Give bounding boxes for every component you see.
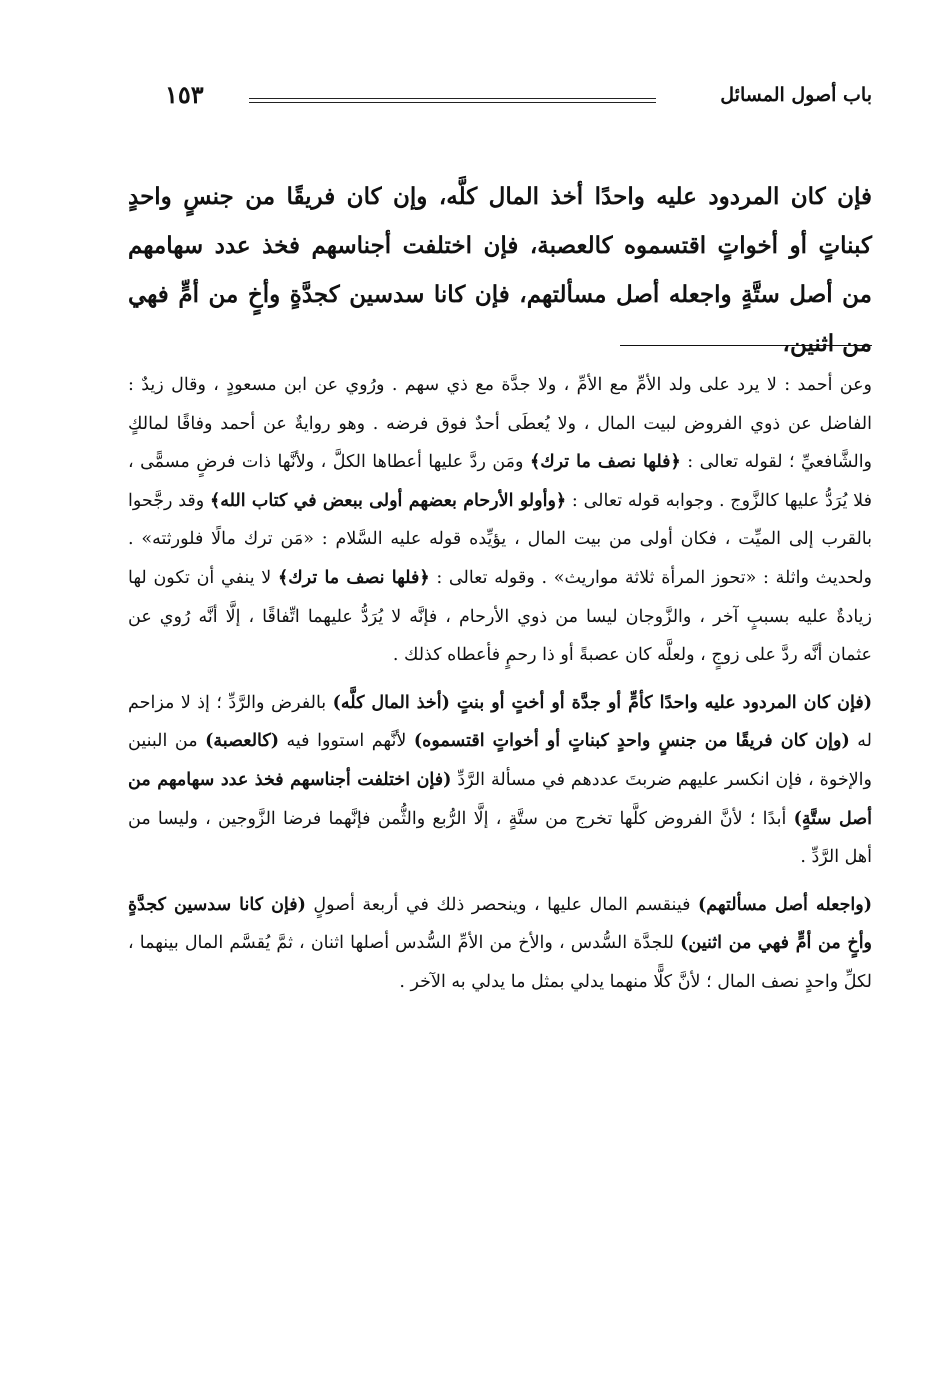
matn-text: فإن كان المردود عليه واحدًا أخذ المال كلَّه، وإن كان فريقًا من جنسٍ واحدٍ كبناتٍ أو أخواتٍ اقتسموه كالعصبة، فإن اختلفت أجناسهم فخذ عدد سهامهم من أصل ستَّةٍ واجعله أصل مسألتهم، فإن كانا سدسين كجدَّةٍ وأخٍ من أمٍّ فهي من اثنين، [128, 183, 872, 357]
matn-quote: (وإن كان فريقًا من جنسٍ واحدٍ كبناتٍ أو أخواتٍ اقتسموه) [413, 731, 850, 752]
commentary [128, 366, 872, 1011]
quran-quote: ﴿فلها نصف ما ترك﴾ [278, 567, 430, 588]
commentary-text: من البنين والإخوة ، فإن انكسر عليهم ضربتَ عددهم في مسألة الرَّدِّ [128, 731, 872, 790]
matn-quote: (فإن اختلفت أجناسهم فخذ عدد سهامهم من أصل ستَّةٍ) [128, 769, 872, 829]
commentary-text: لأنَّهم استووا فيه [278, 731, 414, 752]
header-rule [249, 98, 656, 103]
matn-separator-rule [620, 345, 872, 346]
commentary-paragraph-3 [128, 886, 872, 1002]
commentary-text: لا ينفي أن تكون لها زيادةٌ عليه بسببٍ آخر ، والزَّوجان ليسا من ذوي الأرحام ، فإنَّه لا يُرَدُّ عليهما اتِّفاقًا ، إلَّا أنَّه رُوي عن عثمان أنَّه ردَّ على زوجٍ ، ولعلَّه كان عصبةً أو ذا رحمٍ فأعطاه كذلك . [128, 567, 872, 666]
matn-quote: (فإن كانا سدسين كجدَّةٍ وأخٍ من أمٍّ فهي من اثنين) [128, 894, 873, 954]
running-header [165, 80, 872, 116]
matn-quote: (فإن كان المردود عليه واحدًا كأمٍّ أو جدَّة أو أختٍ أو بنتٍ (أخذ المال كلَّه) [332, 692, 872, 713]
matn-quote: (كالعصبة) [205, 731, 279, 752]
commentary-text: وعن أحمد : لا يرد على ولد الأمِّ مع الأمِّ ، ولا جدَّة مع ذي سهم . ورُوي عن ابن مسعودٍ ، وقال زيدٌ : الفاضل عن ذوي الفروض لبيت المال ، ولا يُعطَى أحدٌ فوق فرضه . وهو روايةٌ عن أحمد وفاقًا لمالكٍ والشَّافعيِّ ؛ لقوله تعالى : [128, 375, 873, 473]
commentary-text: بالفرض والرَّدِّ ؛ إذ لا مزاحم له [128, 692, 873, 752]
quran-quote: ﴿فلها نصف ما ترك﴾ [529, 452, 681, 473]
quran-quote: ﴿وأولو الأرحام بعضهم أولى ببعض في كتاب الله﴾ [210, 490, 567, 511]
commentary-text: للجدَّة السُّدس ، والأخ من الأمِّ السُّدس أصلها اثنان ، ثمَّ يُقسَّم المال بينهما ، لكلِّ واحدٍ نصف المال ؛ لأنَّ كلًّا منهما يدلي بمثل ما يدلي به الآخر . [128, 933, 872, 992]
commentary-paragraph-2 [128, 684, 872, 877]
commentary-text: ومَن ردَّ عليها أعطاها الكلَّ ، ولأنَّها ذات فرضٍ مسمًّى ، فلا يُرَدُّ عليها كالزَّوج . وجوابه قوله تعالى : [128, 452, 872, 511]
matn-quote: (واجعله أصل مسألتهم) [697, 894, 872, 915]
chapter-title: باب أصول المسائل [720, 84, 872, 106]
commentary-text: وقد رجَّحوا بالقرب إلى الميِّت ، فكان أولى من بيت المال ، يؤيِّده قوله عليه السَّلام : «مَن ترك مالًا فلورثته» . ولحديث واثلة : «تحوز المرأة ثلاثة مواريث» . وقوله تعالى : [128, 490, 872, 588]
page-number: ١٥٣ [165, 80, 204, 109]
commentary-text: فينقسم المال عليها ، وينحصر ذلك في أربعة أصولٍ [305, 894, 698, 915]
commentary-text: أبدًا ؛ لأنَّ الفروض كلَّها تخرج من ستَّةٍ ، إلَّا الرُّبع والثُّمن فإنَّهما فرضا الزَّوجين ، وليسا من أهل الرَّدِّ . [128, 808, 872, 868]
commentary-paragraph-1 [128, 366, 872, 675]
